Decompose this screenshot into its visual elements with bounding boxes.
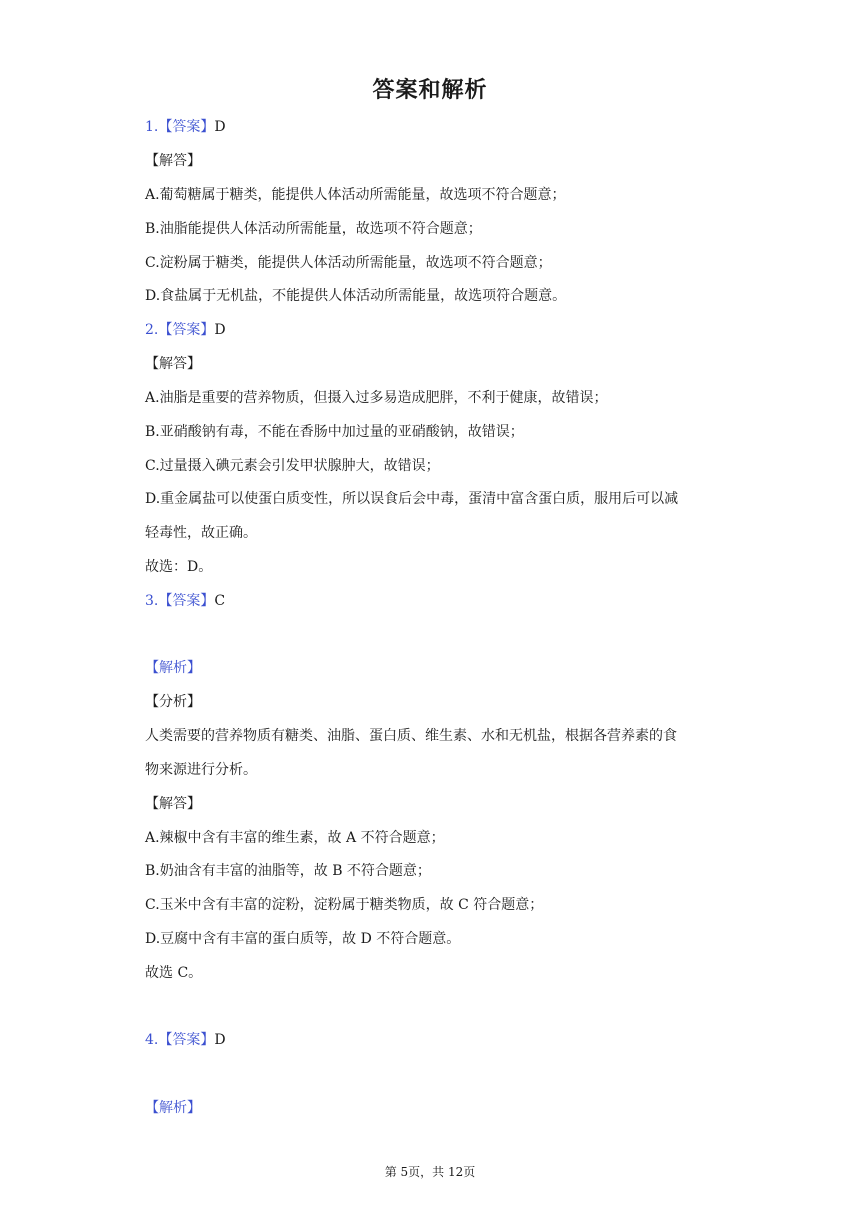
q3-solution-line: D.豆腐中含有丰富的蛋白质等，故 D 不符合题意。 (145, 931, 461, 947)
q2-solution-line: B.亚硝酸钠有毒，不能在香肠中加过量的亚硝酸钠，故错误； (145, 424, 524, 440)
q1-solution-tag: 【解答】 (145, 153, 201, 169)
q4-answer: D (214, 1032, 226, 1048)
q4-answer-line (145, 1030, 725, 1050)
q2-answer: D (214, 322, 226, 338)
page-footer: 第 5页，共 12页 (384, 1165, 476, 1179)
q3-conclusion: 故选 C。 (145, 965, 203, 981)
q3-answer-tag: 【答案】 (158, 593, 215, 609)
q1-solution-line: D.食盐属于无机盐，不能提供人体活动所需能量，故选项符合题意。 (145, 288, 567, 304)
q2-solution-line: C.过量摄入碘元素会引发甲状腺肿大，故错误； (145, 458, 440, 474)
q1-solution-line: C.淀粉属于糖类，能提供人体活动所需能量，故选项不符合题意； (145, 255, 552, 271)
q3-solution-line: C.玉米中含有丰富的淀粉，淀粉属于糖类物质，故 C 符合题意； (145, 897, 544, 913)
q3-answer-line (145, 591, 725, 611)
q1-solution-line: B.油脂能提供人体活动所需能量，故选项不符合题意； (145, 221, 482, 237)
q2-answer-line (145, 320, 725, 340)
q1-solution-line: A.葡萄糖属于糖类，能提供人体活动所需能量，故选项不符合题意； (145, 187, 566, 203)
q4-answer-tag: 【答案】 (158, 1032, 215, 1048)
q2-solution-line: A.油脂是重要的营养物质，但摄入过多易造成肥胖，不利于健康，故错误； (145, 390, 608, 406)
q1-number: 1. (145, 119, 159, 135)
page-title: 答案和解析 (372, 77, 488, 103)
q1-answer: D (214, 119, 226, 135)
q3-number: 3. (145, 593, 159, 609)
q3-analysis-tag: 【解析】 (145, 660, 201, 676)
q3-answer: C (214, 593, 226, 609)
q1-answer-line (145, 117, 725, 137)
q2-conclusion: 故选：D。 (145, 559, 213, 575)
q3-solution-line: A.辣椒中含有丰富的维生素，故 A 不符合题意； (145, 830, 445, 846)
q2-solution-line: 轻毒性，故正确。 (145, 525, 257, 541)
q3-fenxi-line: 物来源进行分析。 (145, 762, 257, 778)
q2-solution-line: D.重金属盐可以使蛋白质变性，所以误食后会中毒，蛋清中富含蛋白质，服用后可以减 (145, 491, 679, 507)
q3-solution-line: B.奶油含有丰富的油脂等，故 B 不符合题意； (145, 863, 431, 879)
q2-number: 2. (145, 322, 159, 338)
q2-solution-tag: 【解答】 (145, 356, 201, 372)
q3-fenxi-line: 人类需要的营养物质有糖类、油脂、蛋白质、维生素、水和无机盐，根据各营养素的食 (145, 728, 677, 744)
q4-analysis-tag: 【解析】 (145, 1100, 201, 1116)
q3-solution-tag: 【解答】 (145, 796, 201, 812)
q3-fenxi-tag: 【分析】 (145, 694, 201, 710)
q1-answer-tag: 【答案】 (158, 119, 215, 135)
q4-number: 4. (145, 1032, 159, 1048)
q2-answer-tag: 【答案】 (158, 322, 215, 338)
